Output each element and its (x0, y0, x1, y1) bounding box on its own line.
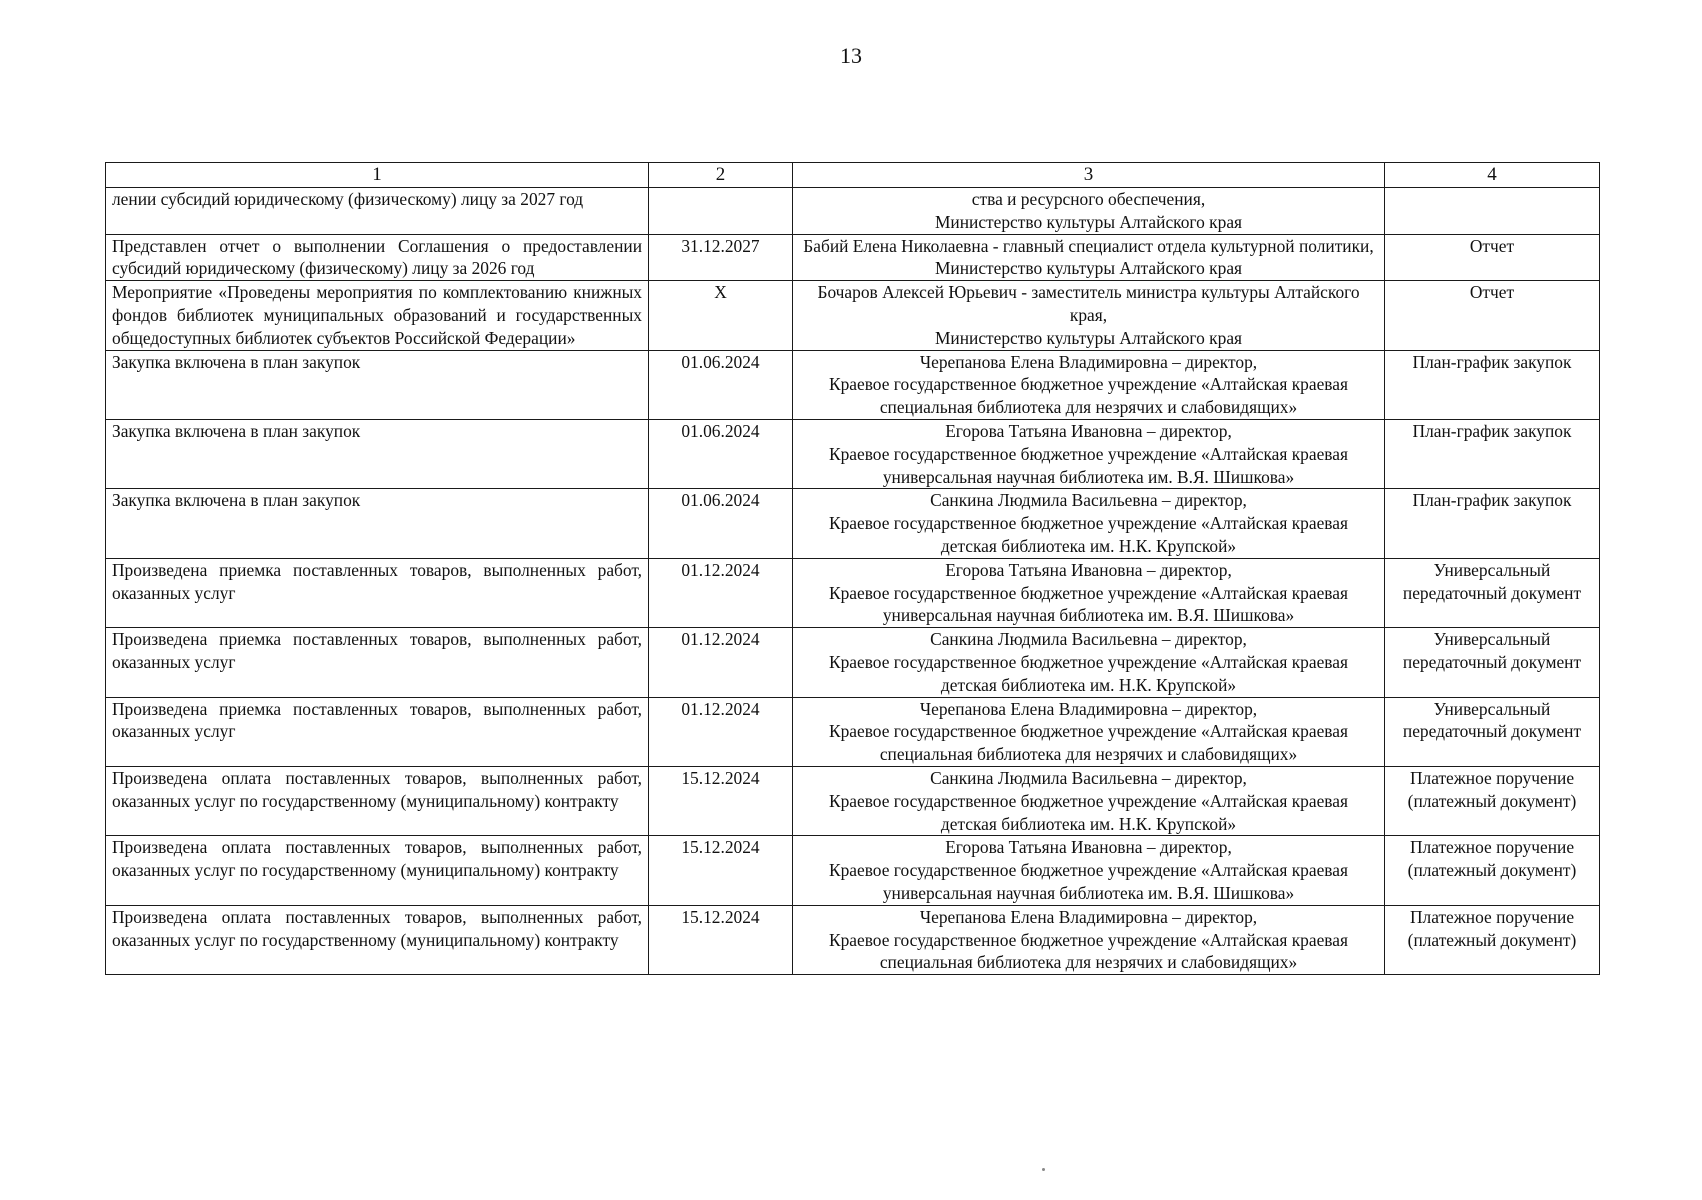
date-cell: 01.12.2024 (649, 697, 793, 766)
responsible-organization: Министерство культуры Алтайского края (934, 327, 1243, 348)
responsible-cell (793, 766, 1385, 835)
responsible-person: Черепанова Елена Владимировна – директор, (919, 906, 1258, 927)
responsible-organization: Краевое государственное бюджетное учреждение «Алтайская краевая универсальная научная библиотека им. В.Я. Шишкова» (828, 860, 1349, 903)
table-row (106, 188, 1600, 235)
date-cell: 15.12.2024 (649, 836, 793, 905)
responsible-organization: Краевое государственное бюджетное учреждение «Алтайская краевая детская библиотека им. Н.К. Крупской» (828, 790, 1349, 834)
responsible-person: Егорова Татьяна Ивановна – директор, (945, 420, 1232, 441)
responsible-organization: Краевое государственное бюджетное учреждение «Алтайская краевая универсальная научная библиотека им. В.Я. Шишкова» (828, 582, 1349, 626)
table-row (106, 281, 1600, 350)
responsible-person: ства и ресурсного обеспечения, (971, 189, 1206, 209)
event-cell: Закупка включена в план закупок (106, 419, 649, 488)
responsible-person: Бочаров Алексей Юрьевич - заместитель министра культуры Алтайского края, (817, 282, 1360, 325)
date-cell: 15.12.2024 (649, 766, 793, 835)
event-cell: Произведена оплата поставленных товаров, выполненных работ, оказанных услуг по государственному (муниципальному) контракту (106, 836, 649, 905)
event-cell: Представлен отчет о выполнении Соглашения о предоставлении субсидий юридическому (физическому) лицу за 2026 год (106, 234, 649, 281)
event-cell: Произведена приемка поставленных товаров, выполненных работ, оказанных услуг (106, 697, 649, 766)
event-cell: Закупка включена в план закупок (106, 489, 649, 558)
responsible-cell (793, 836, 1385, 905)
responsible-cell (793, 419, 1385, 488)
date-cell: 01.12.2024 (649, 558, 793, 627)
responsible-person: Черепанова Елена Владимировна – директор, (919, 698, 1258, 719)
responsible-organization: Министерство культуры Алтайского края (934, 211, 1243, 232)
document-cell: Платежное поручение (платежный документ) (1385, 905, 1600, 974)
responsible-cell (793, 697, 1385, 766)
responsible-cell (793, 188, 1385, 235)
responsible-person: Санкина Людмила Васильевна – директор, (930, 490, 1247, 511)
event-cell: Произведена приемка поставленных товаров, выполненных работ, оказанных услуг (106, 558, 649, 627)
column-header-3: 3 (793, 163, 1385, 188)
document-cell: Отчет (1385, 234, 1600, 281)
responsible-person: Егорова Татьяна Ивановна – директор, (945, 559, 1232, 580)
document-cell: Платежное поручение (платежный документ) (1385, 836, 1600, 905)
date-cell: 01.06.2024 (649, 350, 793, 419)
event-cell: лении субсидий юридическому (физическому) лицу за 2027 год (106, 188, 649, 235)
scan-speck (1042, 1168, 1045, 1171)
column-header-4: 4 (1385, 163, 1600, 188)
table-row (106, 350, 1600, 419)
date-cell: Х (649, 281, 793, 350)
document-cell: План-график закупок (1385, 489, 1600, 558)
table-header-row (106, 163, 1600, 188)
table-row (106, 836, 1600, 905)
date-cell: 01.06.2024 (649, 419, 793, 488)
document-cell: Универсальный передаточный документ (1385, 558, 1600, 627)
table-row (106, 558, 1600, 627)
responsible-cell (793, 628, 1385, 697)
document-cell: Универсальный передаточный документ (1385, 628, 1600, 697)
table-row (106, 697, 1600, 766)
responsible-organization: Краевое государственное бюджетное учреждение «Алтайская краевая детская библиотека им. Н.К. Крупской» (828, 651, 1349, 695)
table-row (106, 628, 1600, 697)
responsible-person: Егорова Татьяна Ивановна – директор, (945, 837, 1232, 858)
responsible-organization: Краевое государственное бюджетное учреждение «Алтайская краевая детская библиотека им. Н.К. Крупской» (828, 513, 1349, 556)
responsible-person: Черепанова Елена Владимировна – директор, (919, 351, 1258, 372)
responsible-cell (793, 489, 1385, 558)
document-cell: Универсальный передаточный документ (1385, 697, 1600, 766)
responsible-cell (793, 281, 1385, 350)
table-row (106, 234, 1600, 281)
responsible-cell (793, 558, 1385, 627)
table-row (106, 766, 1600, 835)
responsible-person: Санкина Людмила Васильевна – директор, (930, 767, 1247, 788)
event-cell: Произведена оплата поставленных товаров, выполненных работ, оказанных услуг по государственному (муниципальному) контракту (106, 905, 649, 974)
responsible-person: Бабий Елена Николаевна - главный специалист отдела культурной политики, (803, 235, 1374, 256)
document-cell: Отчет (1385, 281, 1600, 350)
date-cell: 15.12.2024 (649, 905, 793, 974)
document-cell: План-график закупок (1385, 419, 1600, 488)
document-cell (1385, 188, 1600, 235)
date-cell: 01.12.2024 (649, 628, 793, 697)
event-cell: Произведена приемка поставленных товаров, выполненных работ, оказанных услуг (106, 628, 649, 697)
responsible-organization: Министерство культуры Алтайского края (934, 258, 1243, 279)
responsible-cell (793, 350, 1385, 419)
document-cell: План-график закупок (1385, 350, 1600, 419)
responsible-cell (793, 234, 1385, 281)
date-cell (649, 188, 793, 235)
responsible-organization: Краевое государственное бюджетное учреждение «Алтайская краевая специальная библиотека для незрячих и слабовидящих» (828, 721, 1349, 765)
date-cell: 31.12.2027 (649, 234, 793, 281)
responsible-organization: Краевое государственное бюджетное учреждение «Алтайская краевая специальная библиотека для незрячих и слабовидящих» (828, 929, 1349, 973)
event-cell: Произведена оплата поставленных товаров, выполненных работ, оказанных услуг по государственному (муниципальному) контракту (106, 766, 649, 835)
table-row (106, 905, 1600, 974)
column-header-1: 1 (106, 163, 649, 188)
date-cell: 01.06.2024 (649, 489, 793, 558)
table-row (106, 489, 1600, 558)
responsible-cell (793, 905, 1385, 974)
document-cell: Платежное поручение (платежный документ) (1385, 766, 1600, 835)
plan-table (105, 162, 1600, 975)
event-cell: Мероприятие «Проведены мероприятия по комплектованию книжных фондов библиотек муниципальных образований и государственных общедоступных библиотек субъектов Российской Федерации» (106, 281, 649, 350)
event-cell: Закупка включена в план закупок (106, 350, 649, 419)
table-row (106, 419, 1600, 488)
responsible-person: Санкина Людмила Васильевна – директор, (930, 629, 1247, 650)
responsible-organization: Краевое государственное бюджетное учреждение «Алтайская краевая универсальная научная библиотека им. В.Я. Шишкова» (828, 443, 1349, 487)
page-number: 13 (840, 43, 862, 68)
column-header-2: 2 (649, 163, 793, 188)
responsible-organization: Краевое государственное бюджетное учреждение «Алтайская краевая специальная библиотека для незрячих и слабовидящих» (828, 374, 1349, 418)
